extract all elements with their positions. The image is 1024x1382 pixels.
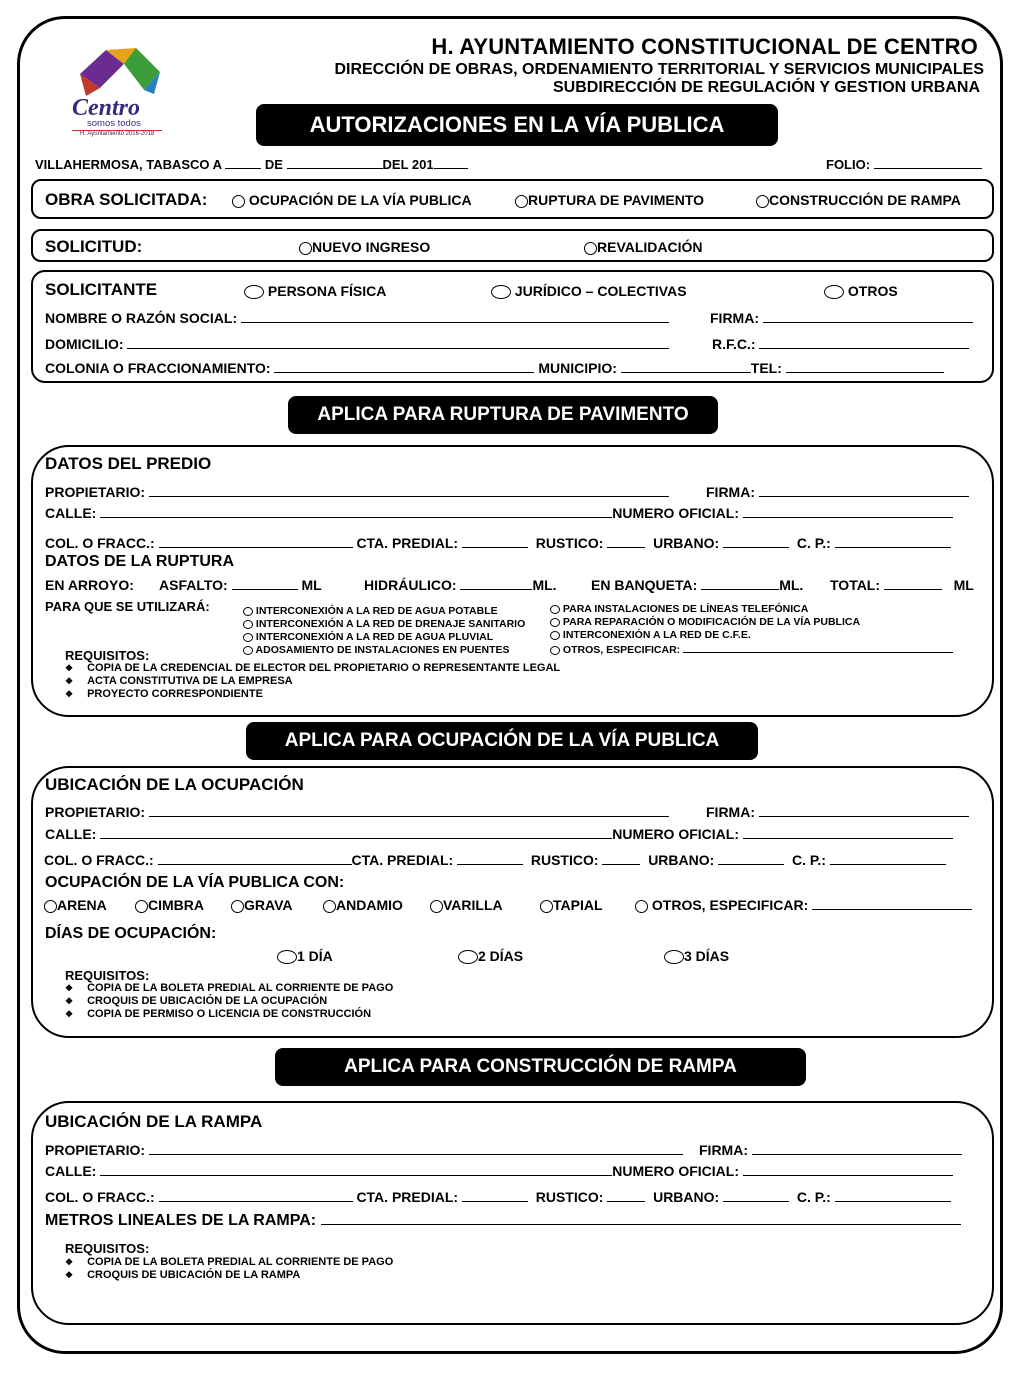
solicitud-opt-nuevo-label: NUEVO INGRESO	[312, 239, 431, 255]
diamond-bullet-icon: ❖	[65, 996, 74, 1006]
radio-icon[interactable]	[243, 633, 253, 642]
r-numero-label: NUMERO OFICIAL:	[612, 505, 739, 521]
dia-label: 3 DÍAS	[684, 948, 730, 964]
solicitud-opt-revalidacion-label: REVALIDACIÓN	[597, 239, 703, 255]
r-rustico-label: RUSTICO:	[535, 535, 604, 551]
radio-icon[interactable]	[243, 607, 253, 616]
rampa-banner: APLICA PARA CONSTRUCCIÓN DE RAMPA	[275, 1048, 806, 1086]
o-firma-field[interactable]	[759, 804, 969, 817]
diamond-bullet-icon: ❖	[65, 1270, 74, 1280]
diamond-bullet-icon: ❖	[65, 663, 74, 673]
solicitante-opt-fisica[interactable]	[244, 283, 386, 299]
ra-calle-field[interactable]	[100, 1163, 612, 1176]
o-numero-field[interactable]	[743, 826, 953, 839]
mat-label: ARENA	[57, 897, 107, 913]
r-propietario-label: PROPIETARIO:	[45, 484, 146, 500]
radio-icon[interactable]	[135, 900, 148, 913]
mat-tapial[interactable]	[540, 897, 603, 913]
r-cta-field[interactable]	[462, 535, 528, 548]
radio-icon[interactable]	[664, 950, 684, 964]
use-option[interactable]	[243, 631, 525, 644]
colonia-label: COLONIA O FRACCIONAMIENTO:	[45, 360, 271, 376]
obra-opt-ocupacion[interactable]	[232, 192, 472, 208]
year-field[interactable]	[434, 156, 468, 169]
day-field[interactable]	[225, 156, 261, 169]
mat-label: CIMBRA	[148, 897, 204, 913]
o-col-label: COL. O FRACC.:	[44, 852, 154, 868]
o-cta-label: CTA. PREDIAL:	[351, 852, 454, 868]
hidraulico-field[interactable]	[460, 577, 532, 590]
asfalto-unit: ML	[301, 577, 322, 593]
dia-label: 1 DÍA	[297, 948, 333, 964]
ocupacion-heading: UBICACIÓN DE LA OCUPACIÓN	[45, 775, 304, 794]
mat-grava[interactable]	[231, 897, 292, 913]
dia-label: 2 DÍAS	[478, 948, 524, 964]
obra-opt-ocupacion-label: OCUPACIÓN DE LA VÍA PUBLICA	[248, 192, 472, 208]
ra-calle-label: CALLE:	[45, 1163, 97, 1179]
r-urbano-field[interactable]	[723, 535, 789, 548]
solicitante-opt-fisica-label: PERSONA FÍSICA	[267, 283, 387, 299]
ra-firma-label: FIRMA:	[699, 1142, 748, 1158]
solicitud-box	[31, 229, 994, 262]
dias-heading: DÍAS DE OCUPACIÓN:	[45, 925, 217, 942]
header-line-3: SUBDIRECCIÓN DE REGULACIÓN Y GESTION URBANA	[553, 79, 980, 96]
use-option[interactable]	[243, 605, 525, 618]
radio-icon[interactable]	[635, 900, 648, 913]
ra-firma-field[interactable]	[752, 1142, 962, 1155]
ocupacion-con-heading: OCUPACIÓN DE LA VÍA PUBLICA CON:	[45, 874, 345, 891]
radio-icon[interactable]	[756, 195, 769, 208]
r-requisitos-list	[65, 662, 560, 701]
radio-icon[interactable]	[584, 242, 597, 255]
tel-field[interactable]	[786, 360, 944, 373]
o-cta-field[interactable]	[457, 852, 523, 865]
o-firma-label: FIRMA:	[706, 804, 755, 820]
ra-numero-label: NUMERO OFICIAL:	[612, 1163, 739, 1179]
solicitante-opt-juridico[interactable]	[491, 283, 687, 299]
ra-propietario-field[interactable]	[149, 1142, 683, 1155]
logo-period: H. Ayuntamiento 2016-2018	[80, 131, 155, 137]
o-cp-field[interactable]	[830, 852, 946, 865]
dateline-de: DE	[264, 157, 283, 172]
banqueta-label: EN BANQUETA:	[591, 577, 698, 593]
dia-1[interactable]	[277, 948, 333, 964]
month-field[interactable]	[287, 156, 383, 169]
dia-2[interactable]	[458, 948, 523, 964]
r-rustico-field[interactable]	[607, 535, 645, 548]
r-col-field[interactable]	[159, 535, 353, 548]
use-option-label: INTERCONEXIÓN A LA RED DE AGUA POTABLE	[255, 605, 498, 617]
radio-icon[interactable]	[550, 605, 560, 614]
use-option-label: INTERCONEXIÓN A LA RED DE DRENAJE SANITARIO	[255, 618, 526, 630]
r-cp-label: C. P.:	[796, 535, 831, 551]
o-urbano-label: URBANO:	[648, 852, 715, 868]
r-calle-field[interactable]	[100, 505, 612, 518]
o-rustico-field[interactable]	[602, 852, 640, 865]
o-cp-label: C. P.:	[791, 852, 826, 868]
use-option-label: PARA REPARACIÓN O MODIFICACIÓN DE LA VÍA PUBLICA	[562, 616, 861, 628]
radio-icon[interactable]	[232, 195, 245, 208]
use-option-label: INTERCONEXIÓN A LA RED DE AGUA PLUVIAL	[255, 631, 494, 643]
radio-icon[interactable]	[540, 900, 553, 913]
ra-numero-field[interactable]	[743, 1163, 953, 1176]
list-item: ❖ COPIA DE LA BOLETA PREDIAL AL CORRIENTE DE PAGO	[65, 982, 394, 994]
title-banner: AUTORIZACIONES EN LA VÍA PUBLICA	[256, 104, 778, 146]
list-item: ❖ COPIA DE LA BOLETA PREDIAL AL CORRIENTE DE PAGO	[65, 1256, 394, 1268]
tel-label: TEL:	[750, 360, 782, 376]
r-calle-label: CALLE:	[45, 505, 97, 521]
solicitud-label: SOLICITUD:	[45, 237, 143, 256]
total-label: TOTAL:	[830, 577, 881, 593]
banqueta-field[interactable]	[701, 577, 779, 590]
municipio-label: MUNICIPIO:	[538, 360, 617, 376]
mat-otros[interactable]	[635, 897, 972, 913]
total-unit: ML	[953, 577, 974, 593]
ra-cp-field[interactable]	[835, 1189, 951, 1202]
diamond-bullet-icon: ❖	[65, 1009, 74, 1019]
obra-opt-rampa[interactable]	[756, 192, 961, 208]
arroyo-label: EN ARROYO:	[45, 577, 134, 593]
r-firma-field[interactable]	[759, 484, 969, 497]
ra-rustico-field[interactable]	[607, 1189, 645, 1202]
solicitante-opt-juridico-label: JURÍDICO – COLECTIVAS	[514, 283, 687, 299]
r-urbano-label: URBANO:	[653, 535, 720, 551]
folio	[826, 156, 982, 172]
diamond-bullet-icon: ❖	[65, 689, 74, 699]
o-requisitos-list	[65, 982, 393, 1021]
rfc-field[interactable]	[759, 336, 969, 349]
folio-label: FOLIO:	[826, 157, 871, 172]
mat-label: TAPIAL	[553, 897, 603, 913]
ra-requisitos-heading: REQUISITOS:	[65, 1241, 150, 1256]
r-firma-label: FIRMA:	[706, 484, 755, 500]
rfc-label: R.F.C.:	[712, 336, 756, 352]
banqueta-unit: ML.	[779, 577, 804, 593]
diamond-bullet-icon: ❖	[65, 676, 74, 686]
r-cp-field[interactable]	[835, 535, 951, 548]
header-line-1: H. AYUNTAMIENTO CONSTITUCIONAL DE CENTRO	[431, 34, 978, 59]
mat-label: OTROS, ESPECIFICAR:	[651, 897, 809, 913]
logo-word: Centro	[72, 95, 141, 121]
list-item: ❖ ACTA CONSTITUTIVA DE LA EMPRESA	[65, 675, 293, 687]
o-requisitos-heading: REQUISITOS:	[65, 968, 150, 983]
ra-rustico-label: RUSTICO:	[535, 1189, 604, 1205]
o-rustico-label: RUSTICO:	[530, 852, 599, 868]
ra-cta-label: CTA. PREDIAL:	[356, 1189, 459, 1205]
otros-especificar-field[interactable]	[683, 642, 953, 653]
obra-opt-ruptura[interactable]	[515, 192, 704, 208]
r-propietario-field[interactable]	[149, 484, 669, 497]
mat-label: GRAVA	[244, 897, 293, 913]
solicitud-opt-nuevo[interactable]	[299, 239, 430, 255]
ra-requisitos-list	[65, 1256, 393, 1282]
radio-icon[interactable]	[323, 900, 336, 913]
folio-field[interactable]	[874, 156, 982, 169]
para-label: PARA QUE SE UTILIZARÁ:	[45, 599, 210, 614]
o-calle-field[interactable]	[100, 826, 612, 839]
radio-icon[interactable]	[515, 195, 528, 208]
total-field[interactable]	[884, 577, 942, 590]
use-option-label: PARA INSTALACIONES DE LÍNEAS TELEFÓNICA	[562, 603, 809, 615]
domicilio-label: DOMICILIO:	[45, 336, 124, 352]
asfalto-field[interactable]	[232, 577, 298, 590]
o-numero-label: NUMERO OFICIAL:	[612, 826, 739, 842]
use-option[interactable]	[550, 616, 953, 629]
obra-opt-ruptura-label: RUPTURA DE PAVIMENTO	[528, 192, 705, 208]
header-line-2: DIRECCIÓN DE OBRAS, ORDENAMIENTO TERRITORIAL Y SERVICIOS MUNICIPALES	[334, 61, 984, 78]
datos-ruptura-heading: DATOS DE LA RUPTURA	[45, 553, 235, 570]
mat-label: ANDAMIO	[336, 897, 403, 913]
domicilio-field[interactable]	[127, 336, 669, 349]
list-item: ❖ COPIA DE LA CREDENCIAL DE ELECTOR DEL PROPIETARIO O REPRESENTANTE LEGAL	[65, 662, 561, 674]
rampa-heading: UBICACIÓN DE LA RAMPA	[45, 1112, 263, 1131]
hidraulico-label: HIDRÁULICO:	[364, 577, 457, 593]
radio-icon[interactable]	[44, 900, 57, 913]
radio-icon[interactable]	[550, 618, 560, 627]
radio-icon[interactable]	[824, 285, 844, 299]
radio-icon[interactable]	[244, 285, 264, 299]
radio-icon[interactable]	[299, 242, 312, 255]
radio-icon[interactable]	[277, 950, 297, 964]
mat-label: VARILLA	[443, 897, 503, 913]
mat-andamio[interactable]	[323, 897, 403, 913]
nombre-label: NOMBRE O RAZÓN SOCIAL:	[45, 310, 238, 326]
list-item: ❖ PROYECTO CORRESPONDIENTE	[65, 688, 263, 700]
radio-icon[interactable]	[430, 900, 443, 913]
r-requisitos-heading: REQUISITOS:	[65, 648, 150, 663]
o-col-field[interactable]	[158, 852, 352, 865]
mat-otros-field[interactable]	[812, 897, 972, 910]
dateline	[35, 156, 468, 172]
uses-left	[243, 605, 525, 657]
ra-urbano-field[interactable]	[723, 1189, 789, 1202]
solicitante-firma-label: FIRMA:	[710, 310, 759, 326]
o-calle-label: CALLE:	[45, 826, 97, 842]
r-cta-label: CTA. PREDIAL:	[356, 535, 459, 551]
asfalto-label: ASFALTO:	[159, 577, 228, 593]
municipio-field[interactable]	[621, 360, 751, 373]
colonia-field[interactable]	[274, 360, 534, 373]
mat-cimbra[interactable]	[135, 897, 204, 913]
radio-icon[interactable]	[550, 646, 560, 655]
radio-icon[interactable]	[491, 285, 511, 299]
uses-right	[550, 603, 953, 657]
o-urbano-field[interactable]	[718, 852, 784, 865]
ocupacion-banner: APLICA PARA OCUPACIÓN DE LA VÍA PUBLICA	[246, 722, 758, 760]
hidraulico-unit: ML.	[532, 577, 557, 593]
metros-field[interactable]	[321, 1212, 961, 1225]
list-item: ❖ CROQUIS DE UBICACIÓN DE LA OCUPACIÓN	[65, 995, 328, 1007]
r-col-label: COL. O FRACC.:	[45, 535, 155, 551]
use-option-label: ADOSAMIENTO DE INSTALACIONES EN PUENTES	[255, 644, 510, 656]
radio-icon[interactable]	[458, 950, 478, 964]
use-option[interactable]	[243, 618, 525, 631]
ra-col-field[interactable]	[159, 1189, 353, 1202]
ra-urbano-label: URBANO:	[653, 1189, 720, 1205]
solicitante-firma-field[interactable]	[763, 310, 973, 323]
dateline-del: DEL 201	[382, 157, 434, 172]
solicitante-label: SOLICITANTE	[45, 280, 158, 299]
solicitante-opt-otros[interactable]	[824, 283, 898, 299]
diamond-bullet-icon: ❖	[65, 1257, 74, 1267]
use-option[interactable]	[550, 629, 953, 642]
diamond-bullet-icon: ❖	[65, 983, 74, 993]
use-option-label: OTROS, ESPECIFICAR:	[562, 644, 681, 656]
use-option[interactable]	[550, 603, 953, 616]
o-propietario-label: PROPIETARIO:	[45, 804, 146, 820]
radio-icon[interactable]	[243, 646, 253, 655]
radio-icon[interactable]	[231, 900, 244, 913]
use-option-label: INTERCONEXIÓN A LA RED DE C.F.E.	[562, 629, 751, 641]
use-option[interactable]	[243, 644, 525, 657]
solicitud-opt-revalidacion[interactable]	[584, 239, 703, 255]
ra-cta-field[interactable]	[462, 1189, 528, 1202]
dia-3[interactable]	[664, 948, 729, 964]
list-item: ❖ CROQUIS DE UBICACIÓN DE LA RAMPA	[65, 1269, 301, 1281]
obra-opt-rampa-label: CONSTRUCCIÓN DE RAMPA	[769, 192, 961, 208]
dateline-place: VILLAHERMOSA, TABASCO A	[35, 157, 222, 172]
ra-cp-label: C. P.:	[796, 1189, 831, 1205]
mat-varilla[interactable]	[430, 897, 503, 913]
list-item: ❖ COPIA DE PERMISO O LICENCIA DE CONSTRUCCIÓN	[65, 1008, 372, 1020]
predio-heading: DATOS DEL PREDIO	[45, 454, 212, 473]
ruptura-banner: APLICA PARA RUPTURA DE PAVIMENTO	[288, 396, 718, 434]
obra-label: OBRA SOLICITADA:	[45, 190, 208, 209]
radio-icon[interactable]	[550, 631, 560, 640]
nombre-field[interactable]	[241, 310, 669, 323]
ra-propietario-label: PROPIETARIO:	[45, 1142, 146, 1158]
o-propietario-field[interactable]	[149, 804, 669, 817]
use-option[interactable]	[550, 642, 953, 657]
r-numero-field[interactable]	[743, 505, 953, 518]
solicitante-opt-otros-label: OTROS	[847, 283, 898, 299]
ra-col-label: COL. O FRACC.:	[45, 1189, 155, 1205]
metros-label: METROS LINEALES DE LA RAMPA:	[45, 1212, 317, 1229]
radio-icon[interactable]	[243, 620, 253, 629]
mat-arena[interactable]	[44, 897, 107, 913]
logo-tagline: somos todos	[87, 118, 141, 129]
